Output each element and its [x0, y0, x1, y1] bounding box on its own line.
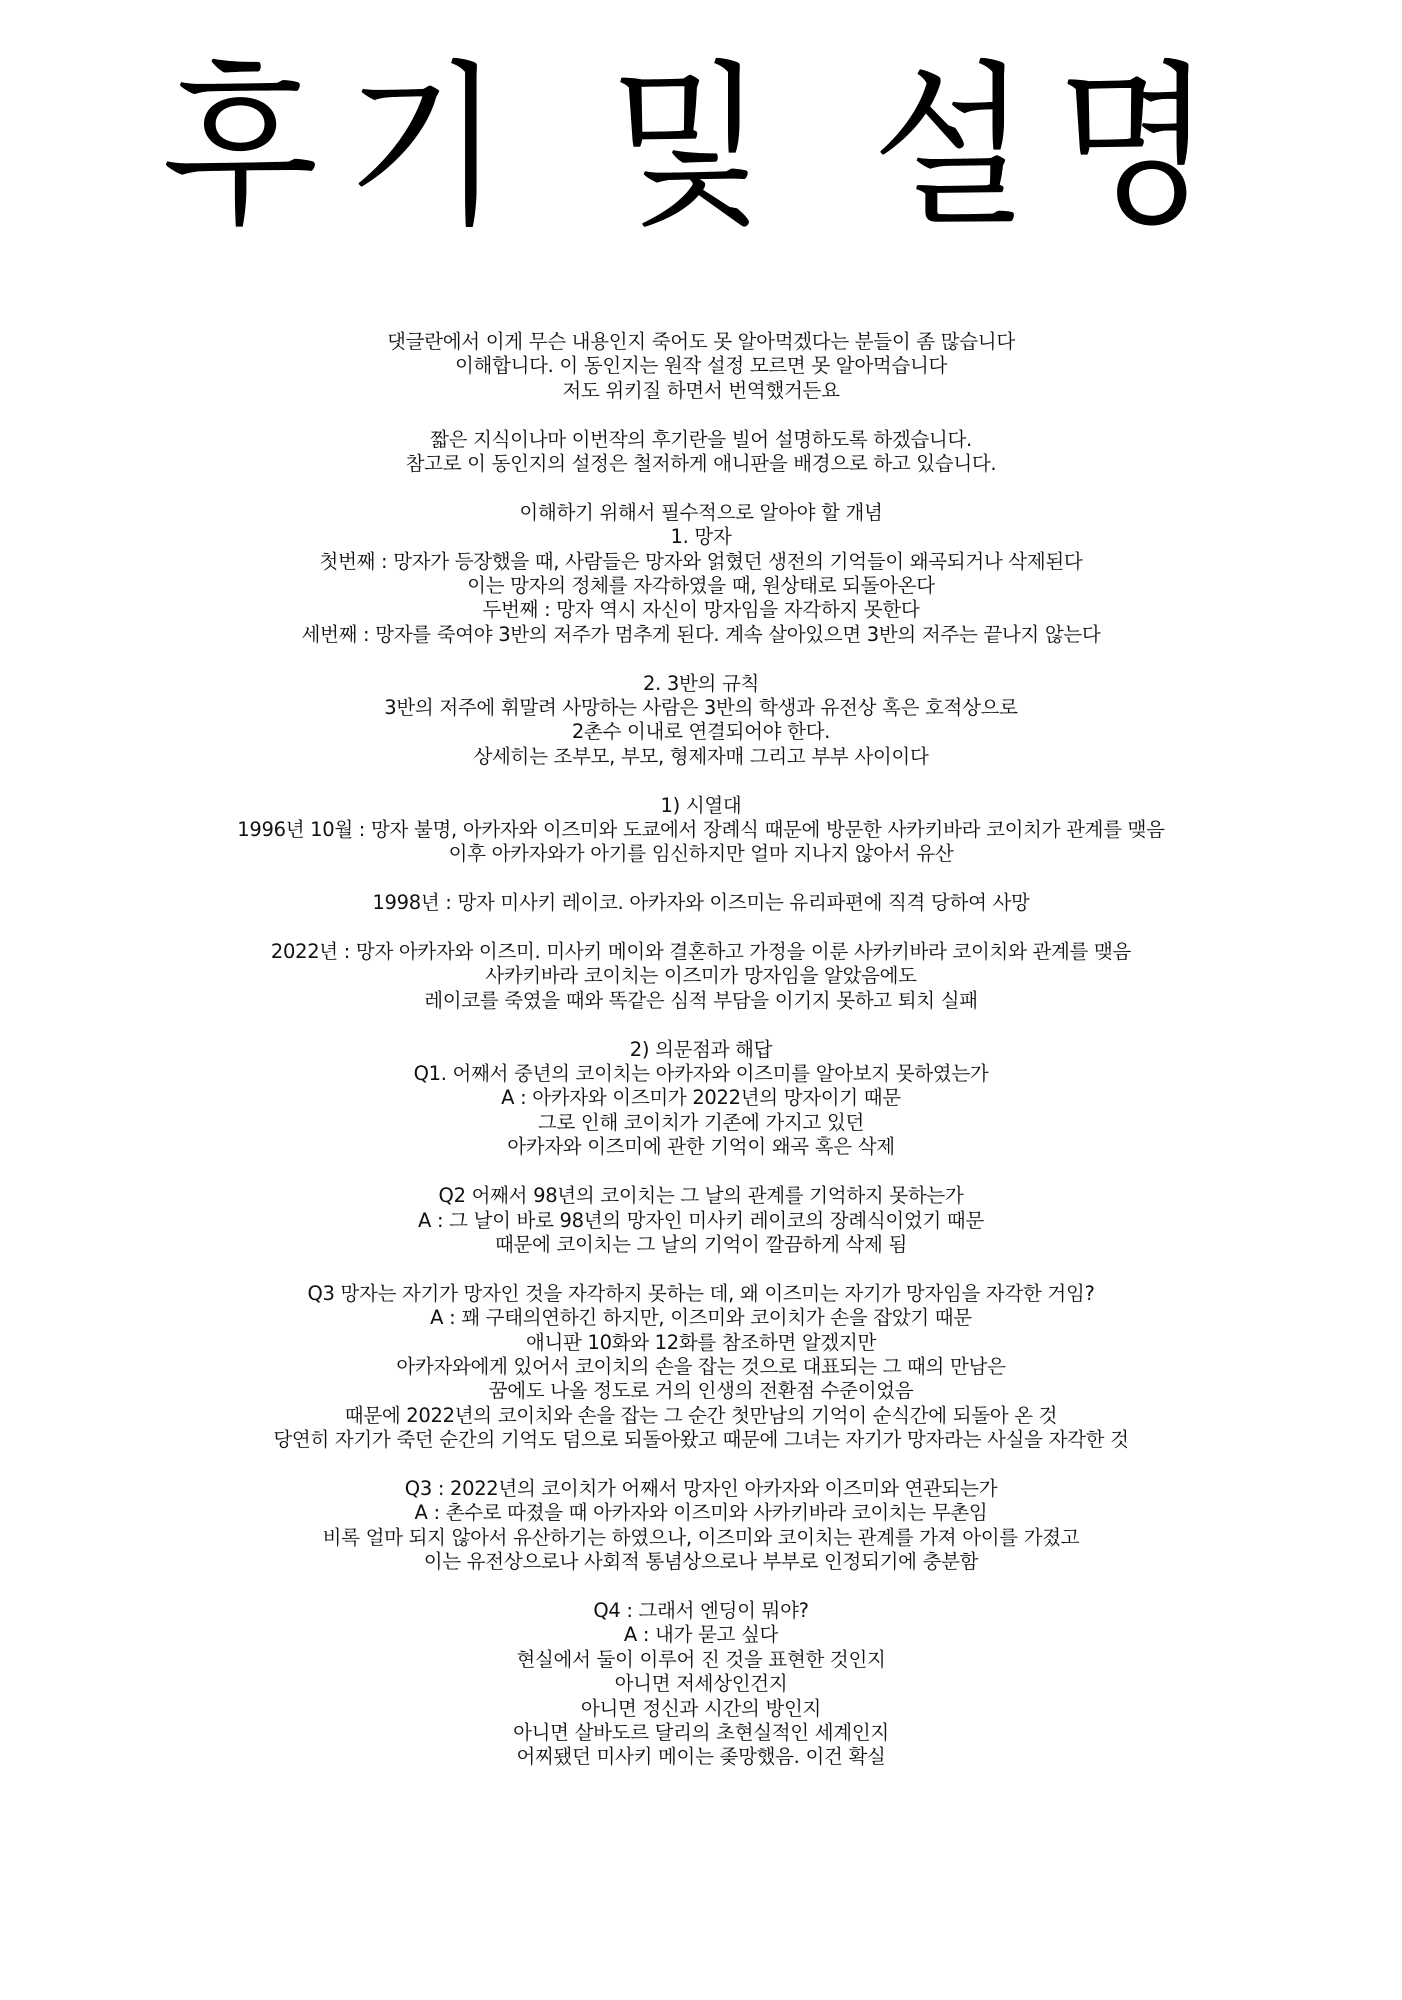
paragraph [60, 1282, 1342, 1453]
text-line: 아카자와에게 있어서 코이치의 손을 잡는 것으로 대표되는 그 때의 만남은 [396, 1354, 1006, 1378]
text-line: 2. 3반의 규칙 [642, 671, 760, 695]
paragraph [60, 428, 1342, 477]
text-line: 이는 유전상으로나 사회적 통념상으로나 부부로 인정되기에 충분함 [423, 1550, 979, 1574]
paragraph [60, 794, 1342, 867]
paragraph-gap [60, 916, 1342, 940]
text-line: Q1. 어째서 중년의 코이치는 아카자와 이즈미를 알아보지 못하였는가 [413, 1062, 989, 1086]
text-line: 현실에서 둘이 이루어 진 것을 표현한 것인지 [516, 1647, 886, 1671]
afterword-body [60, 330, 1342, 1770]
text-line: 때문에 2022년의 코이치와 손을 잡는 그 순간 첫만남의 기억이 순식간에 되돌아 온 것 [344, 1403, 1058, 1427]
text-line: 이해하기 위해서 필수적으로 알아야 할 개념 [519, 500, 883, 524]
text-line: 비록 얼마 되지 않아서 유산하기는 하였으나, 이즈미와 코이치는 관계를 가져 아이를 가졌고 [322, 1525, 1080, 1549]
text-line: A : 그 날이 바로 98년의 망자인 미사키 레이코의 장례식이었기 때문 [418, 1208, 984, 1232]
paragraph-gap [60, 1453, 1342, 1477]
paragraph-gap [60, 867, 1342, 891]
text-line: 짧은 지식이나마 이번작의 후기란을 빌어 설명하도록 하겠습니다. [430, 427, 972, 451]
paragraph-gap [60, 1257, 1342, 1281]
text-line: 사카키바라 코이치는 이즈미가 망자임을 알았음에도 [485, 964, 917, 988]
paragraph [60, 501, 1342, 647]
text-line: 2) 의문점과 해답 [629, 1037, 773, 1061]
text-line: Q2 어째서 98년의 코이치는 그 날의 관계를 기억하지 못하는가 [438, 1184, 964, 1208]
paragraph-gap [60, 476, 1342, 500]
text-line: Q4 : 그래서 엔딩이 뭐야? [593, 1598, 809, 1622]
text-line: 상세히는 조부모, 부모, 형제자매 그리고 부부 사이이다 [473, 744, 929, 768]
text-line: 이해합니다. 이 동인지는 원작 설정 모르면 못 알아먹습니다 [454, 354, 948, 378]
paragraph [60, 672, 1342, 770]
paragraph-gap [60, 1575, 1342, 1599]
paragraph-gap [60, 647, 1342, 671]
text-line: 3반의 저주에 휘말려 사망하는 사람은 3반의 학생과 유전상 혹은 호적상으로 [384, 696, 1018, 720]
paragraph [60, 940, 1342, 1013]
text-line: 참고로 이 동인지의 설정은 철저하게 애니판을 배경으로 하고 있습니다. [405, 452, 997, 476]
text-line: 아니면 살바도르 달리의 초현실적인 세계인지 [513, 1720, 889, 1744]
text-line: 아카자와 이즈미에 관한 기억이 왜곡 혹은 삭제 [507, 1135, 895, 1159]
text-line: A : 내가 묻고 싶다 [623, 1623, 779, 1647]
text-line: 첫번째 : 망자가 등장했을 때, 사람들은 망자와 얽혔던 생전의 기억들이 왜곡되거나 삭제된다 [319, 549, 1083, 573]
text-line: 이후 아카자와가 아기를 임신하지만 얼마 지나지 않아서 유산 [448, 842, 954, 866]
text-line: 댓글란에서 이게 무슨 내용인지 죽어도 못 알아먹겠다는 분들이 좀 많습니다 [387, 330, 1015, 353]
text-line: 2022년 : 망자 아카자와 이즈미. 미사키 메이와 결혼하고 가정을 이룬 사카키바라 코이치와 관계를 맺음 [270, 940, 1132, 964]
paragraph-gap [60, 769, 1342, 793]
paragraph-gap [60, 1160, 1342, 1184]
paragraph [60, 1599, 1342, 1770]
text-line: A : 촌수로 따졌을 때 아카자와 이즈미와 사카키바라 코이치는 무촌임 [414, 1501, 988, 1525]
paragraph [60, 891, 1342, 915]
paragraph [60, 330, 1342, 403]
text-line: 꿈에도 나올 정도로 거의 인생의 전환점 수준이었음 [488, 1379, 914, 1403]
text-line: Q3 : 2022년의 코이치가 어째서 망자인 아카자와 이즈미와 연관되는가 [404, 1476, 998, 1500]
text-line: 세번째 : 망자를 죽여야 3반의 저주가 멈추게 된다. 계속 살아있으면 3반의 저주는 끝나지 않는다 [301, 622, 1101, 646]
text-line: 어찌됐던 미사키 메이는 좆망했음. 이건 확실 [516, 1745, 886, 1769]
text-line: 때문에 코이치는 그 날의 기억이 깔끔하게 삭제 됨 [494, 1232, 908, 1256]
text-line: 저도 위키질 하면서 번역했거든요 [562, 378, 840, 402]
text-line: 2촌수 이내로 연결되어야 한다. [571, 720, 831, 744]
text-line: 레이코를 죽였을 때와 똑같은 심적 부담을 이기지 못하고 퇴치 실패 [424, 988, 978, 1012]
text-line: 두번째 : 망자 역시 자신이 망자임을 자각하지 못한다 [482, 598, 920, 622]
paragraph [60, 1184, 1342, 1257]
paragraph [60, 1477, 1342, 1575]
text-line: 1996년 10월 : 망자 불명, 아카자와 이즈미와 도쿄에서 장례식 때문에 방문한 사카키바라 코이치가 관계를 맺음 [237, 818, 1165, 842]
text-line: 이는 망자의 정체를 자각하였을 때, 원상태로 되돌아온다 [467, 574, 935, 598]
paragraph-gap [60, 403, 1342, 427]
paragraph [60, 1038, 1342, 1160]
text-line: 1998년 : 망자 미사키 레이코. 아카자와 이즈미는 유리파편에 직격 당하여 사망 [372, 891, 1030, 915]
text-line: 당연히 자기가 죽던 순간의 기억도 덤으로 되돌아왔고 때문에 그녀는 자기가 망자라는 사실을 자각한 것 [273, 1428, 1129, 1452]
text-line: 애니판 10화와 12화를 참조하면 알겠지만 [525, 1330, 877, 1354]
text-line: 1. 망자 [670, 525, 732, 549]
text-line: 그로 인해 코이치가 기존에 가지고 있던 [537, 1110, 865, 1134]
page-title: 후기 및 설명 [161, 45, 1241, 250]
text-line: 아니면 저세상인건지 [614, 1672, 788, 1696]
text-line: 1) 시열대 [660, 793, 742, 817]
paragraph-gap [60, 1013, 1342, 1037]
text-line: 아니면 정신과 시간의 방인지 [580, 1696, 822, 1720]
text-line: Q3 망자는 자기가 망자인 것을 자각하지 못하는 데, 왜 이즈미는 자기가 망자임을 자각한 거임? [307, 1281, 1095, 1305]
text-line: A : 꽤 구태의연하긴 하지만, 이즈미와 코이치가 손을 잡았기 때문 [430, 1306, 972, 1330]
text-line: A : 아카자와 이즈미가 2022년의 망자이기 때문 [501, 1086, 901, 1110]
